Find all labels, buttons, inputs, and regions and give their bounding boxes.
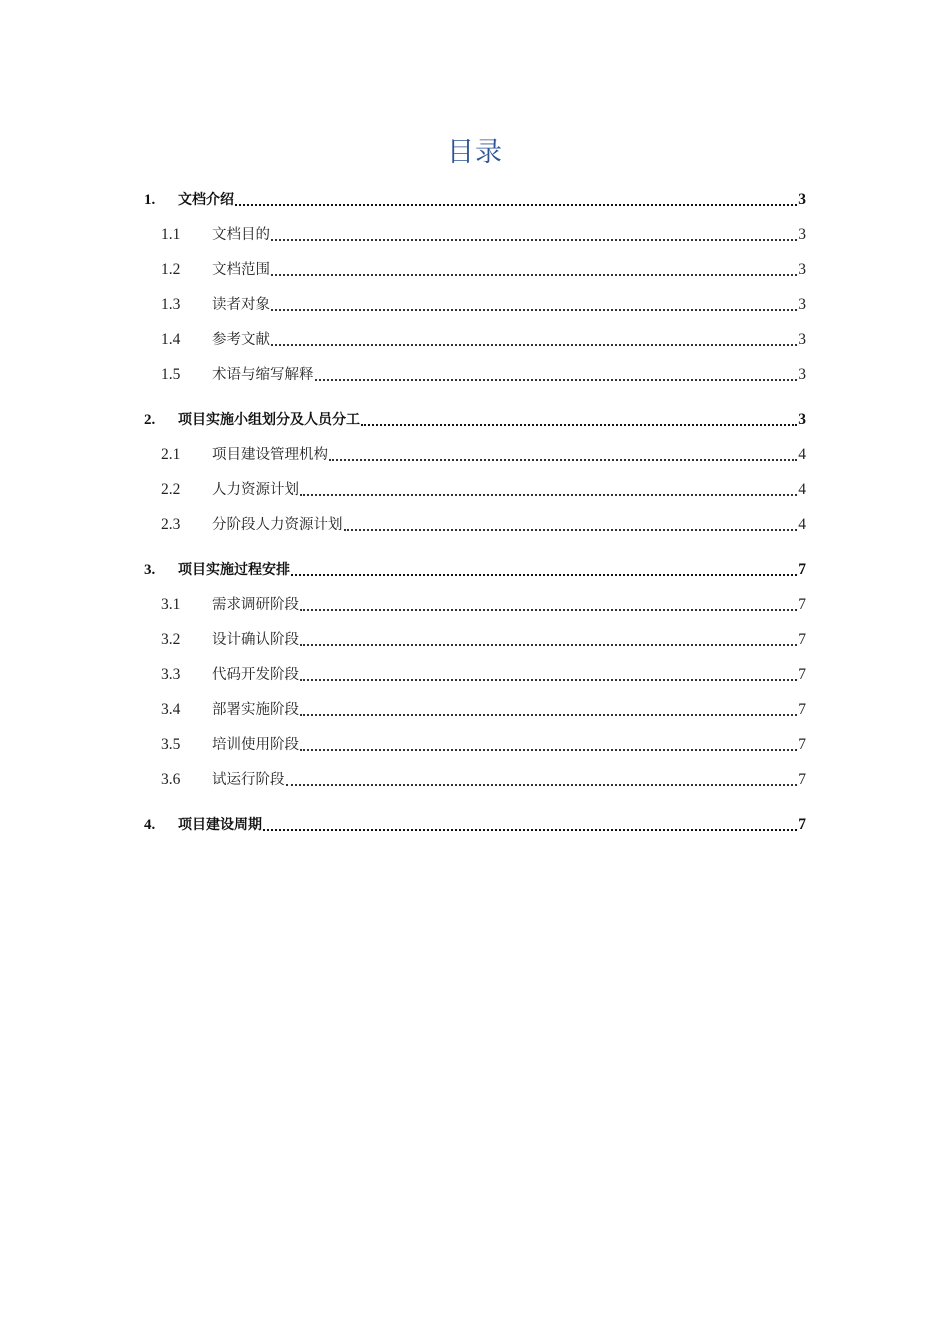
- toc-subsection-entry[interactable]: [144, 314, 806, 349]
- toc-entry-label: 试运行阶段: [212, 772, 285, 788]
- toc-subsection-entry[interactable]: [144, 579, 806, 614]
- toc-entry-number: 3.2: [161, 631, 181, 648]
- toc-dot-leader: [329, 447, 797, 461]
- toc-entry-number: 2.1: [161, 446, 181, 463]
- toc-entry-page-number: 4: [798, 446, 806, 463]
- toc-section-entry[interactable]: [144, 789, 806, 834]
- toc-subsection-entry[interactable]: [144, 429, 806, 464]
- toc-entry-number: 2.2: [161, 481, 181, 498]
- toc-entry-page-number: 7: [798, 596, 806, 613]
- toc-entry-page-number: 3: [798, 411, 806, 428]
- toc-dot-leader: [271, 227, 797, 241]
- toc-entry-number: 3.3: [161, 666, 181, 683]
- toc-entry-page-number: 7: [798, 666, 806, 683]
- toc-subsection-entry[interactable]: [144, 499, 806, 534]
- toc-subsection-entry[interactable]: [144, 244, 806, 279]
- toc-entry-page-number: 3: [798, 331, 806, 348]
- toc-entry-number: 1.: [144, 192, 156, 208]
- toc-entry-number: 2.3: [161, 516, 181, 533]
- toc-entry-label: 文档范围: [212, 262, 270, 278]
- toc-subsection-entry[interactable]: [144, 464, 806, 499]
- toc-entry-number: 3.5: [161, 736, 181, 753]
- table-of-contents: [144, 184, 806, 834]
- toc-entry-page-number: 7: [798, 561, 806, 578]
- toc-entry-label: 项目实施过程安排: [178, 562, 290, 578]
- toc-section-entry[interactable]: [144, 384, 806, 429]
- toc-title: 目录: [447, 137, 503, 168]
- toc-entry-page-number: 7: [798, 816, 806, 833]
- toc-dot-leader: [271, 297, 797, 311]
- toc-subsection-entry[interactable]: [144, 719, 806, 754]
- toc-entry-number: 3.6: [161, 771, 181, 788]
- toc-entry-label: 部署实施阶段: [212, 702, 299, 718]
- toc-section-entry[interactable]: [144, 184, 806, 209]
- toc-entry-label: 项目实施小组划分及人员分工: [178, 412, 360, 428]
- toc-subsection-entry[interactable]: [144, 349, 806, 384]
- toc-dot-leader: [263, 817, 797, 831]
- toc-entry-label: 项目建设周期: [178, 817, 262, 833]
- toc-entry-label: 读者对象: [212, 297, 270, 313]
- toc-subsection-entry[interactable]: [144, 279, 806, 314]
- toc-entry-page-number: 7: [798, 736, 806, 753]
- toc-section-entry[interactable]: [144, 534, 806, 579]
- toc-dot-leader: [300, 667, 797, 681]
- toc-dot-leader: [315, 367, 798, 381]
- toc-entry-label: 文档介绍: [178, 192, 234, 208]
- toc-entry-label: 参考文献: [212, 332, 270, 348]
- toc-dot-leader: [291, 562, 797, 576]
- toc-dot-leader: [300, 482, 797, 496]
- toc-entry-page-number: 3: [798, 261, 806, 278]
- toc-dot-leader: [300, 737, 797, 751]
- toc-entry-page-number: 3: [798, 366, 806, 383]
- toc-dot-leader: [300, 702, 797, 716]
- toc-subsection-entry[interactable]: [144, 614, 806, 649]
- toc-entry-page-number: 4: [798, 516, 806, 533]
- toc-entry-page-number: 3: [798, 191, 806, 208]
- toc-dot-leader: [235, 192, 797, 206]
- toc-entry-page-number: 4: [798, 481, 806, 498]
- toc-entry-label: 培训使用阶段: [212, 737, 299, 753]
- toc-entry-number: 4.: [144, 817, 156, 833]
- toc-entry-label: 需求调研阶段: [212, 597, 299, 613]
- toc-entry-page-number: 3: [798, 296, 806, 313]
- toc-entry-number: 2.: [144, 412, 156, 428]
- toc-subsection-entry[interactable]: [144, 209, 806, 244]
- toc-entry-number: 1.5: [161, 366, 181, 383]
- toc-subsection-entry[interactable]: [144, 684, 806, 719]
- toc-dot-leader: [361, 412, 797, 426]
- toc-entry-label: 人力资源计划: [212, 482, 299, 498]
- toc-entry-number: 1.4: [161, 331, 181, 348]
- toc-entry-label: 术语与缩写解释: [212, 367, 314, 383]
- toc-entry-page-number: 7: [798, 631, 806, 648]
- toc-dot-leader: [300, 597, 797, 611]
- toc-entry-number: 3.1: [161, 596, 181, 613]
- toc-entry-page-number: 7: [798, 771, 806, 788]
- toc-entry-label: 代码开发阶段: [212, 667, 299, 683]
- toc-dot-leader: [300, 632, 797, 646]
- toc-entry-label: 项目建设管理机构: [212, 447, 328, 463]
- toc-entry-number: 1.2: [161, 261, 181, 278]
- toc-dot-leader: [286, 772, 798, 786]
- toc-entry-label: 分阶段人力资源计划: [212, 517, 343, 533]
- toc-entry-number: 3.: [144, 562, 156, 578]
- toc-entry-number: 1.1: [161, 226, 181, 243]
- toc-subsection-entry[interactable]: [144, 649, 806, 684]
- toc-dot-leader: [271, 262, 797, 276]
- toc-subsection-entry[interactable]: [144, 754, 806, 789]
- toc-dot-leader: [271, 332, 797, 346]
- toc-entry-number: 3.4: [161, 701, 181, 718]
- toc-entry-label: 设计确认阶段: [212, 632, 299, 648]
- toc-entry-number: 1.3: [161, 296, 181, 313]
- toc-dot-leader: [344, 517, 798, 531]
- toc-entry-page-number: 3: [798, 226, 806, 243]
- toc-entry-page-number: 7: [798, 701, 806, 718]
- toc-entry-label: 文档目的: [212, 227, 270, 243]
